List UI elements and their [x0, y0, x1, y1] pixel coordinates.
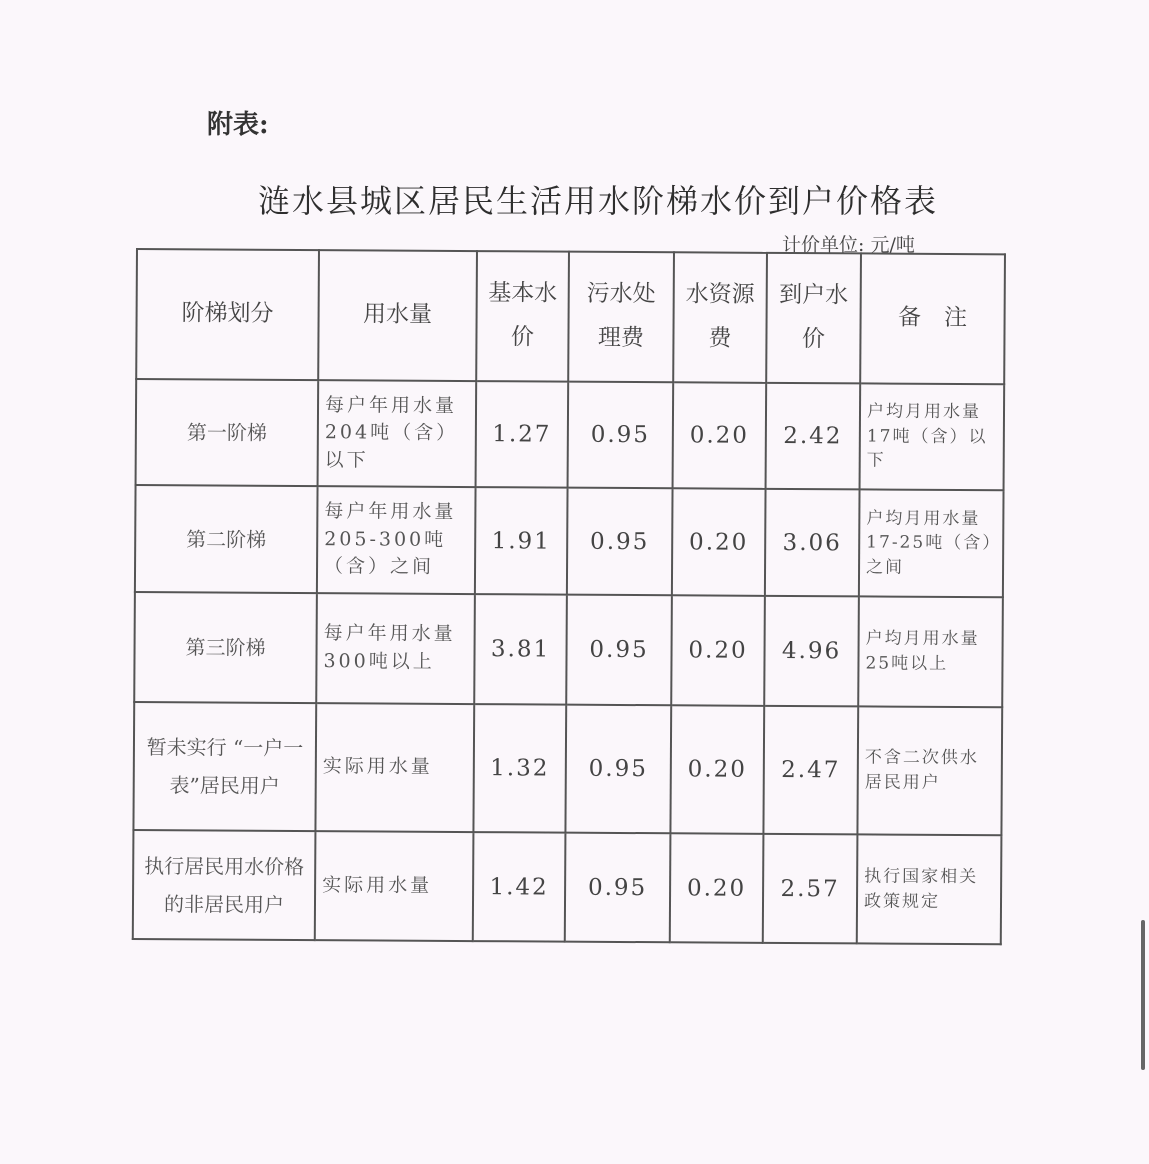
cell-resource-fee: 0.20 — [670, 705, 764, 834]
cell-tier: 暂未实行 “一户一表”居民用户 — [133, 702, 316, 831]
cell-base-price: 1.32 — [473, 704, 566, 833]
cell-usage: 每户年用水量204吨（含）以下 — [318, 380, 477, 487]
cell-base-price: 3.81 — [474, 594, 567, 705]
header-base-price: 基本水价 — [476, 251, 569, 382]
table-row — [134, 592, 1003, 707]
cell-resource-fee: 0.20 — [670, 833, 764, 943]
cell-resource-fee: 0.20 — [672, 488, 766, 596]
attachment-label: 附表: — [207, 110, 269, 140]
cell-resource-fee: 0.20 — [671, 595, 765, 706]
cell-base-price: 1.42 — [473, 832, 566, 942]
cell-sewage-fee: 0.95 — [565, 705, 671, 834]
cell-note: 执行国家相关政策规定 — [857, 834, 1002, 944]
cell-tier: 执行居民用水价格的非居民用户 — [133, 830, 316, 940]
document-title: 涟水县城区居民生活用水阶梯水价到户价格表 — [258, 182, 939, 220]
cell-tier: 第一阶梯 — [136, 379, 319, 486]
cell-sewage-fee: 0.95 — [566, 595, 672, 706]
scrollbar[interactable] — [1141, 920, 1145, 1070]
cell-total-price: 3.06 — [765, 489, 860, 597]
cell-note: 户均月用水量25吨以上 — [858, 596, 1003, 707]
header-sewage-fee: 污水处理费 — [568, 252, 674, 383]
price-unit: 计价单位: 元/吨 — [782, 234, 915, 256]
header-total-price: 到户水价 — [766, 253, 861, 384]
cell-sewage-fee: 0.95 — [567, 488, 673, 596]
cell-usage: 实际用水量 — [315, 831, 474, 941]
water-price-table — [132, 248, 1006, 945]
cell-tier: 第三阶梯 — [134, 592, 317, 703]
cell-base-price: 1.27 — [476, 381, 569, 488]
cell-sewage-fee: 0.95 — [565, 833, 671, 943]
table-header-row — [136, 249, 1005, 384]
cell-usage: 每户年用水量205-300吨（含）之间 — [317, 486, 476, 594]
cell-usage: 每户年用水量300吨以上 — [316, 593, 475, 704]
cell-sewage-fee: 0.95 — [568, 382, 674, 489]
cell-resource-fee: 0.20 — [673, 382, 767, 489]
cell-base-price: 1.91 — [475, 487, 568, 595]
cell-note: 户均月用水量17吨（含）以下 — [860, 383, 1005, 490]
cell-note: 不含二次供水居民用户 — [857, 706, 1002, 835]
cell-usage: 实际用水量 — [315, 703, 474, 832]
header-note: 备 注 — [860, 253, 1005, 384]
header-usage: 用水量 — [318, 250, 477, 381]
cell-total-price: 2.47 — [763, 706, 858, 835]
table-row — [133, 830, 1002, 944]
table-row — [136, 379, 1005, 490]
cell-total-price: 4.96 — [764, 596, 859, 707]
cell-tier: 第二阶梯 — [135, 485, 318, 593]
cell-note: 户均月用水量17-25吨（含）之间 — [859, 489, 1004, 597]
header-resource-fee: 水资源费 — [673, 252, 767, 383]
cell-total-price: 2.57 — [763, 834, 858, 944]
table-row — [133, 702, 1002, 835]
cell-total-price: 2.42 — [766, 383, 861, 490]
header-tier: 阶梯划分 — [136, 249, 319, 380]
table-row — [135, 485, 1004, 597]
